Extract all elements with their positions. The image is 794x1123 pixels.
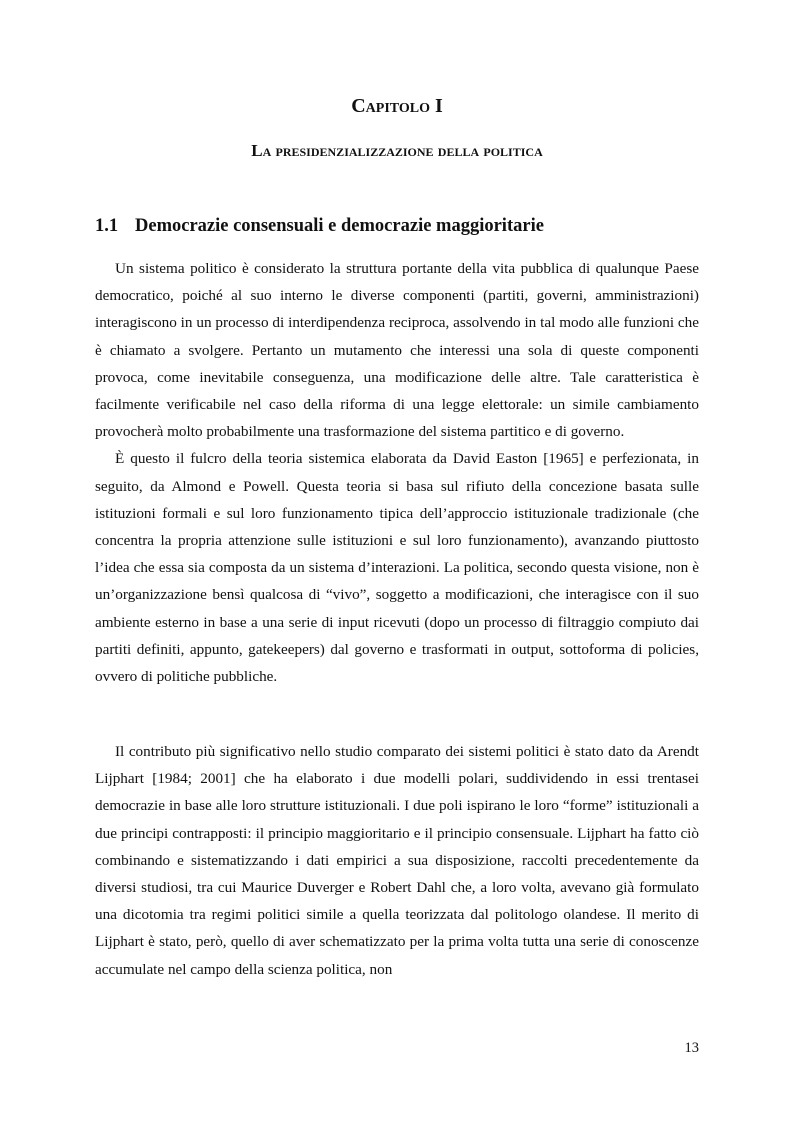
paragraph: È questo il fulcro della teoria sistemica elaborata da David Easton [1965] e perfezionata, in seguito, da Almond e Powell. Questa teoria si basa sul rifiuto della concezione basata sulle istituzioni formali e sul loro funzionamento tipica dell’approccio istituzionale tradizionale (che concentra la propria attenzione sulle istituzioni e sul loro funzionamento), avanzando piuttosto l’idea che essa sia composta da un sistema d’interazioni. La politica, secondo questa visione, non è un’organizzazione bensì qualcosa di “vivo”, soggetto a modificazioni, che interagisce con il suo ambiente esterno in base a una serie di input ricevuti (dopo un processo di filtraggio compiuto dai partiti definiti, appunto, gatekeepers) dal governo e trasformati in output, sottoforma di policies, ovvero di politiche pubbliche.: [95, 450, 699, 686]
section-heading: [95, 216, 544, 237]
page-number: 13: [684, 1040, 699, 1056]
paragraph: Il contributo più significativo nello studio comparato dei sistemi politici è stato dato da Arendt Lijphart [1984; 2001] che ha elaborato i due modelli polari, suddividendo in essi trentasei democrazie in base alle loro strutture istituzionali. I due poli ispirano le loro “forme” istituzionali a due principi contrapposti: il principio maggioritario e il principio consensuale. Lijphart ha fatto ciò combinando e sistematizzando i dati empirici a sua disposizione, raccolti precedentemente da diversi studiosi, tra cui Maurice Duverger e Robert Dahl che, a loro volta, avevano già formulato una dicotomia tra regimi politici simile a quella teorizzata dal politologo olandese. Il merito di Lijphart è stato, però, quello di aver schematizzato per la prima volta tutta una serie di conoscenze accumulate nel campo della scienza politica, non: [95, 743, 699, 978]
section-number: 1.1: [95, 216, 119, 236]
body-text-block: [95, 738, 699, 983]
paragraph: Un sistema politico è considerato la struttura portante della vita pubblica di qualunque Paese democratico, poiché al suo interno le diverse componenti (partiti, governi, amministrazioni) interagiscono in un processo di interdipendenza reciproca, assolvendo in tal modo alle funzioni che è chiamato a svolgere. Pertanto un mutamento che interessi una sola di queste componenti provoca, come inevitabile conseguenza, una modificazione delle altre. Tale caratteristica è facilmente verificabile nel caso della riforma di una legge elettorale: un simile cambiamento provocherà molto probabilmente una trasformazione del sistema partitico e di governo.: [95, 260, 699, 441]
chapter-title: La presidenzializzazione della politica: [251, 141, 543, 160]
body-text-block: [95, 255, 699, 690]
section-title: Democrazie consensuali e democrazie maggioritarie: [135, 216, 544, 236]
chapter-label: Capitolo I: [351, 95, 443, 117]
